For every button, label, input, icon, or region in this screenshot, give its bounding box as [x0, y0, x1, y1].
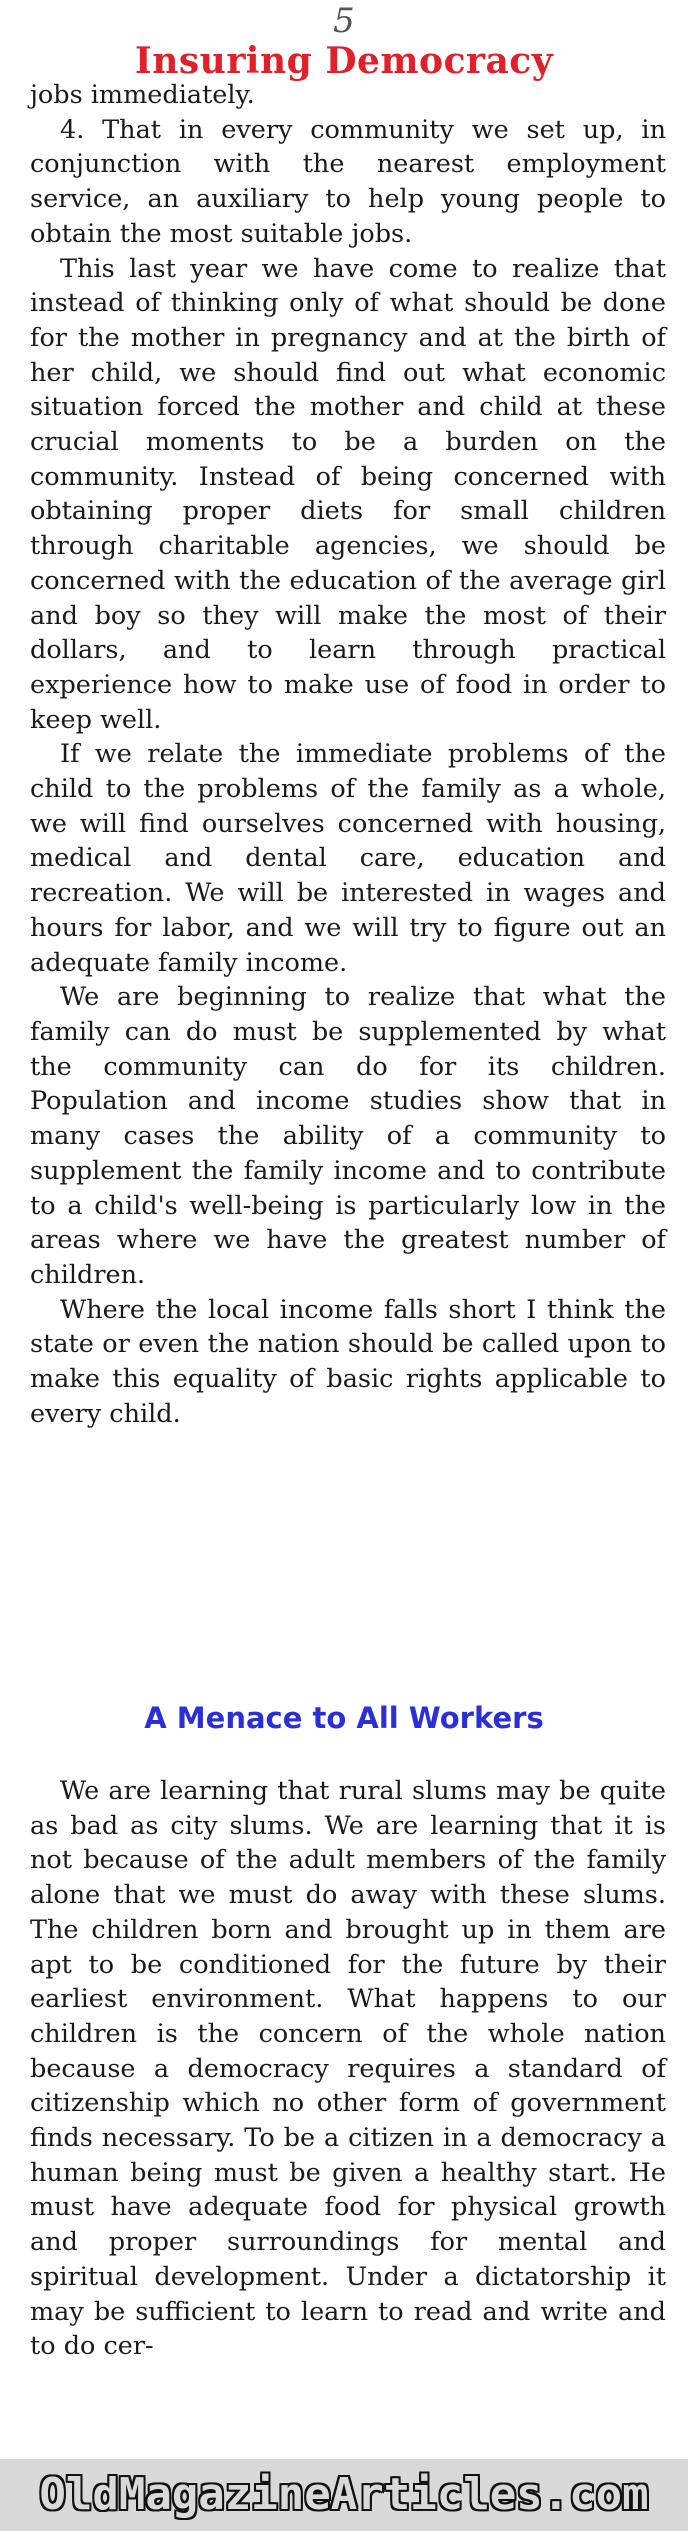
article-title: Insuring Democracy — [134, 40, 554, 82]
paragraph: We are beginning to realize that what the family can do must be supplemented by what the community can do for its children. Population and income studies show that in many cases the ability of a community to supplement the family income and to contribute to a child's well-being is particularly low in the areas where we have the greatest number of children. — [30, 982, 666, 1290]
article-body-section-1 — [30, 78, 666, 1431]
paragraph: If we relate the immediate problems of the child to the problems of the family as a whole, we will find ourselves concerned with housing, medical and dental care, education and recreation. We will be interested in wages and hours for labor, and we will try to figure out an adequate family income. — [30, 739, 666, 978]
article-body-section-2 — [30, 1774, 666, 2364]
paragraph: Where the local income falls short I think the state or even the nation should be called upon to make this equality of basic rights applicable to every child. — [30, 1294, 666, 1429]
paragraph: 4. That in every community we set up, in conjunction with the nearest employment service, an auxiliary to help young people to obtain the most suitable jobs. — [30, 114, 666, 249]
site-watermark-footer: OldMagazineArticles.com — [0, 2459, 688, 2531]
page-number: 5 — [333, 1, 355, 41]
paragraph: This last year we have come to realize that instead of thinking only of what should be done for the mother in pregnancy and at the birth of her child, we should find out what economic situation forced the mother and child at these crucial moments to be a burden on the community. Instead of being concerned with obtaining proper diets for small children through charitable agencies, we should be concerned with the education of the average girl and boy so they will make the most of their dollars, and to learn through practical experience how to make use of food in order to keep well. — [30, 253, 666, 735]
paragraph: We are learning that rural slums may be quite as bad as city slums. We are learning that it is not because of the adult members of the family alone that we must do away with these slums. The children born and brought up in them are apt to be conditioned for the future by their earliest environment. What happens to our children is the concern of the whole nation because a democracy requires a standard of citizenship which no other form of government finds necessary. To be a citizen in a democracy a human being must be given a healthy start. He must have adequate food for physical growth and proper surroundings for mental and spiritual development. Under a dictatorship it may be sufficient to learn to read and write and to do cer- — [30, 1776, 666, 2362]
section-heading: A Menace to All Workers — [144, 1701, 544, 1735]
paragraph: jobs immediately. — [30, 80, 255, 110]
